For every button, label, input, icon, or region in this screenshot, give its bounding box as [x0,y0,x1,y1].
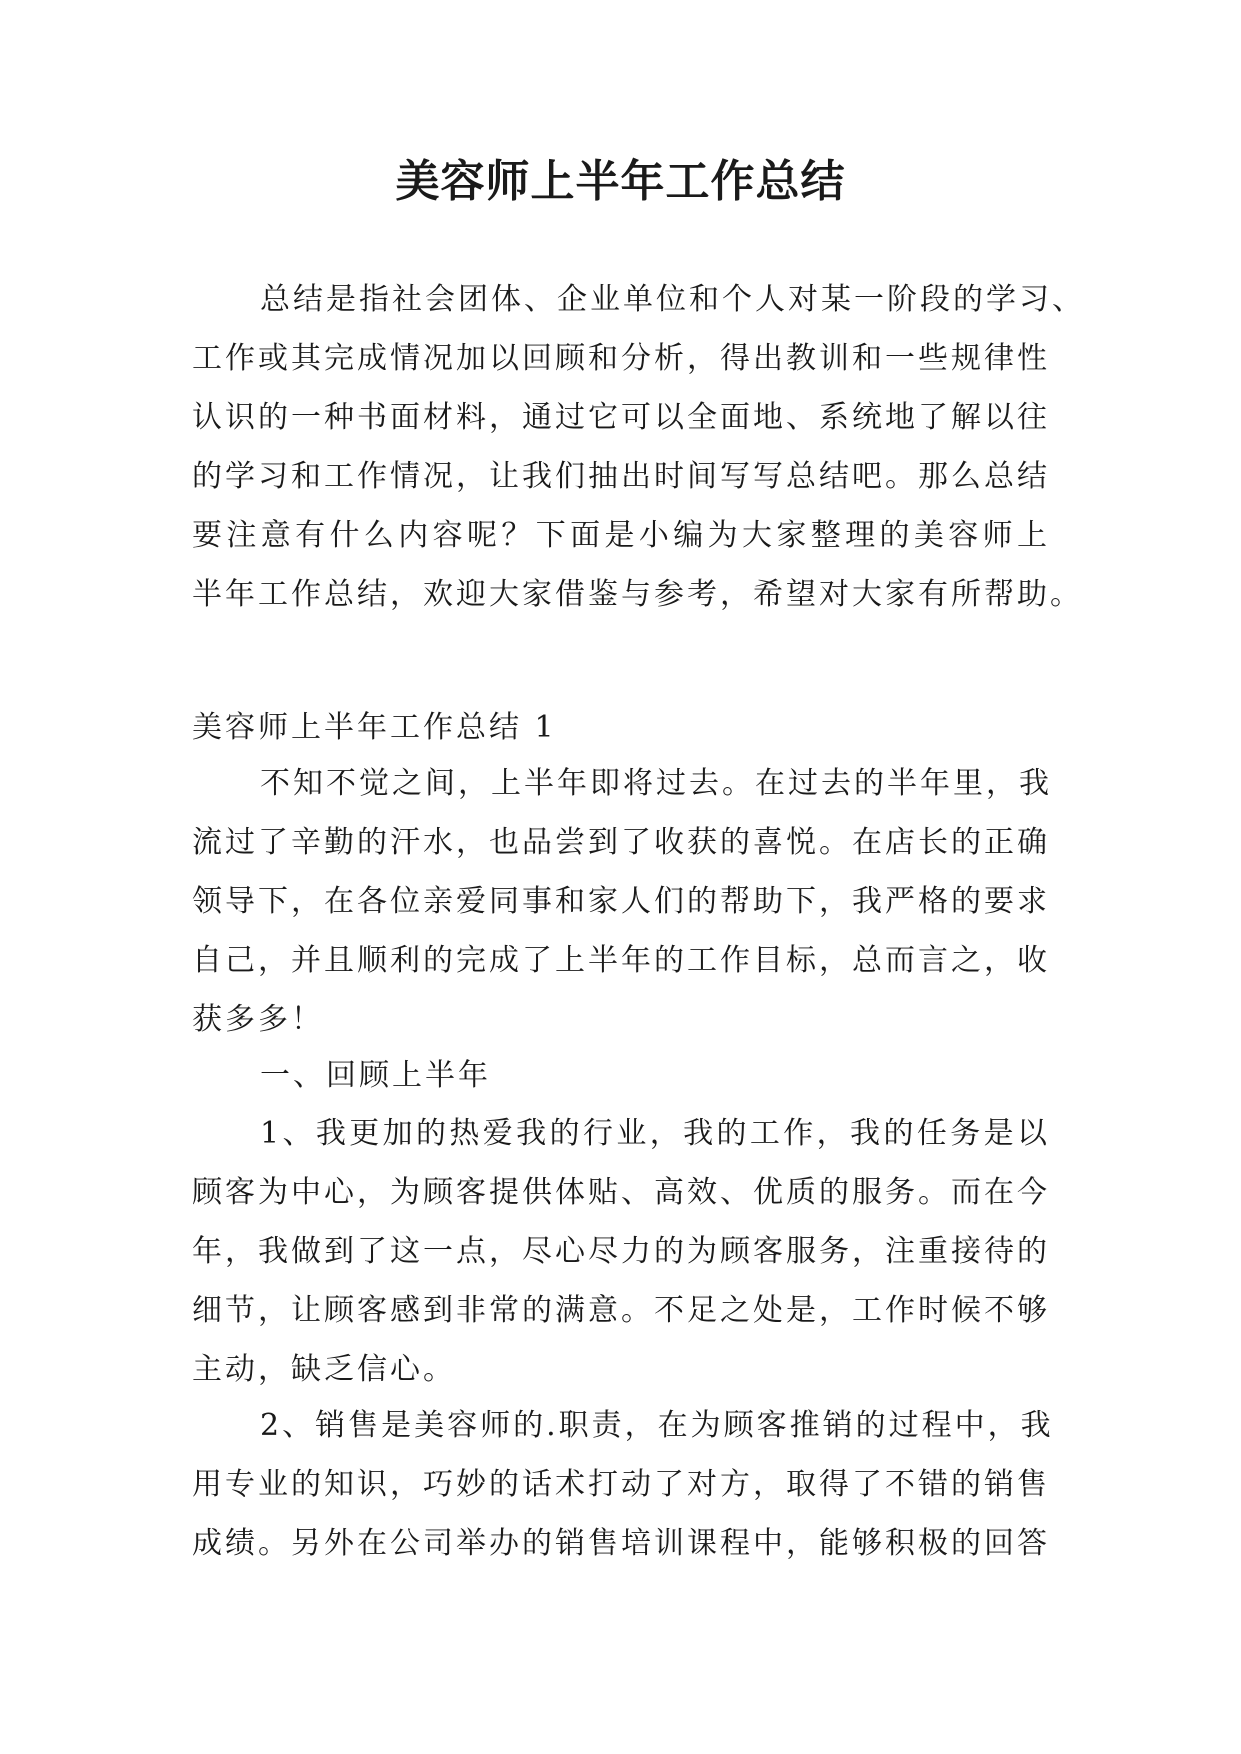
intro-line: 半年工作总结，欢迎大家借鉴与参考，希望对大家有所帮助。 [192,577,1083,612]
paragraph-item-2 [192,1396,1054,1573]
paragraph-line: 用专业的知识，巧妙的话术打动了对方，取得了不错的销售 [192,1467,1050,1502]
section-heading-review: 一、回顾上半年 [260,1058,491,1093]
intro-line: 认识的一种书面材料，通过它可以全面地、系统地了解以往 [192,400,1050,435]
paragraph-line: 成绩。另外在公司举办的销售培训课程中，能够积极的回答 [192,1526,1050,1561]
paragraph-line: 领导下，在各位亲爱同事和家人们的帮助下，我严格的要求 [192,884,1050,919]
intro-line: 要注意有什么内容呢？下面是小编为大家整理的美容师上 [192,518,1050,553]
intro-line: 总结是指社会团体、企业单位和个人对某一阶段的学习、 [260,282,1085,317]
paragraph-line: 细节，让顾客感到非常的满意。不足之处是，工作时候不够 [192,1293,1050,1328]
paragraph-line: 不知不觉之间，上半年即将过去。在过去的半年里，我 [260,766,1052,801]
paragraph-line: 流过了辛勤的汗水，也品尝到了收获的喜悦。在店长的正确 [192,825,1050,860]
paragraph-line: 自己，并且顺利的完成了上半年的工作目标，总而言之，收 [192,943,1050,978]
document-title: 美容师上半年工作总结 [395,156,846,207]
intro-line: 工作或其完成情况加以回顾和分析，得出教训和一些规律性 [192,341,1050,376]
intro-line: 的学习和工作情况，让我们抽出时间写写总结吧。那么总结 [192,459,1050,494]
paragraph-line: 1、我更加的热爱我的行业，我的工作，我的任务是以 [260,1116,1050,1151]
paragraph-opening [192,754,1050,1049]
paragraph-line: 2、销售是美容师的.职责，在为顾客推销的过程中，我 [260,1408,1054,1443]
paragraph-line: 顾客为中心，为顾客提供体贴、高效、优质的服务。而在今 [192,1175,1050,1210]
paragraph-line: 年，我做到了这一点，尽心尽力的为顾客服务，注重接待的 [192,1234,1050,1269]
paragraph-item-1 [192,1104,1050,1399]
subtitle-summary-1: 美容师上半年工作总结 1 [192,710,557,745]
paragraph-line: 主动，缺乏信心。 [192,1352,456,1387]
paragraph-line: 获多多！ [192,1002,324,1037]
intro-paragraph [192,270,1085,624]
